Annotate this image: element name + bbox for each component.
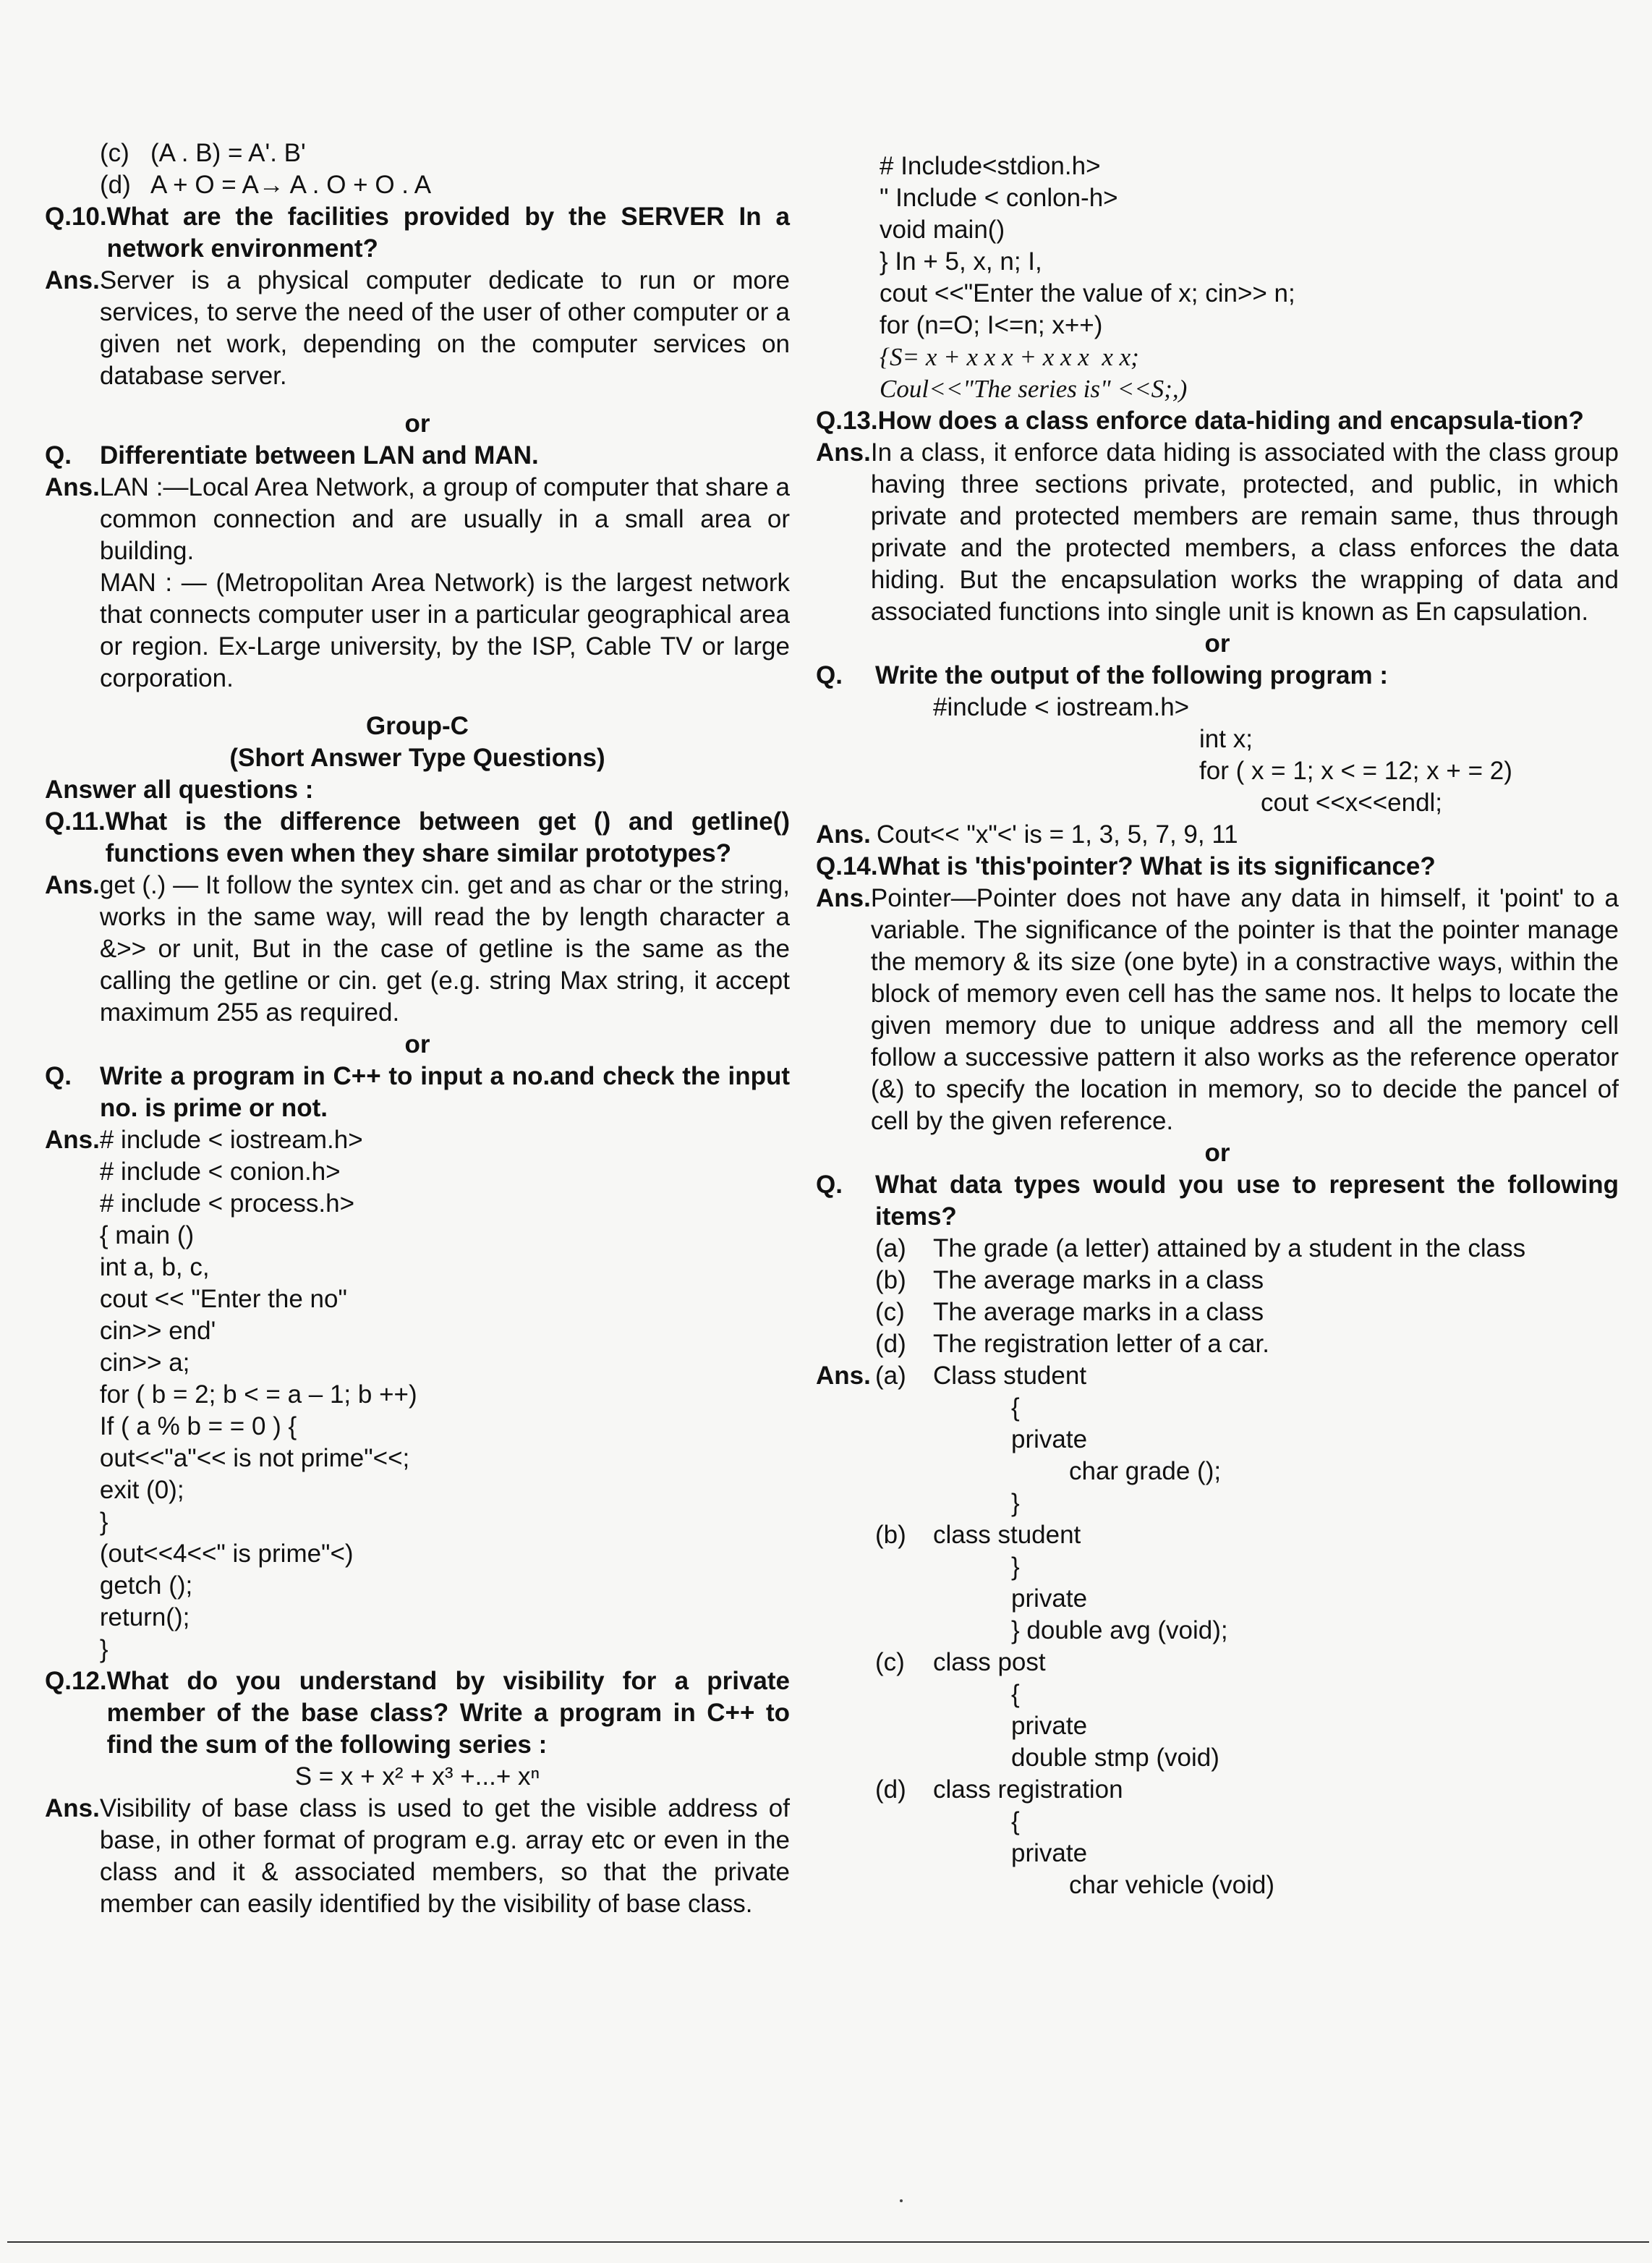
question-10 <box>45 201 790 265</box>
question-text: What is 'this'pointer? What is its significance? <box>877 852 1436 880</box>
class-head: class post <box>933 1648 1046 1676</box>
code-block <box>816 692 1619 819</box>
class-head: class student <box>933 1521 1081 1549</box>
item-label: (c) <box>875 1298 905 1326</box>
code-line: } <box>1011 1553 1020 1581</box>
spacer <box>45 695 790 710</box>
answer-13 <box>816 437 1619 628</box>
item-text: The average marks in a class <box>933 1266 1264 1294</box>
code-line: #include < iostream.h> <box>933 693 1190 721</box>
code-line: cout <<x<<endl; <box>1261 789 1443 817</box>
item-label: (a) <box>875 1362 906 1390</box>
code-block <box>816 150 1619 405</box>
item-label: (c) <box>875 1648 905 1676</box>
instruction: Answer all questions : <box>45 776 314 804</box>
code-line: " Include < conlon-h> <box>880 184 1118 212</box>
code-line: { <box>1011 1680 1020 1708</box>
code-line: char vehicle (void) <box>1069 1871 1274 1899</box>
question-text: Differentiate between LAN and MAN. <box>100 441 539 470</box>
item-label: (d) <box>875 1330 906 1358</box>
question-label: Q.11. <box>45 807 106 836</box>
question-lan-man <box>45 440 790 472</box>
item-text: The grade (a letter) attained by a student in the class <box>933 1234 1526 1262</box>
question-text: What data types would you use to represent the following items? <box>875 1171 1619 1231</box>
code-line: # include < process.h> <box>99 1189 355 1218</box>
or-separator: or <box>1204 629 1230 658</box>
code-line: } <box>99 1635 108 1663</box>
question-label: Q. <box>816 1171 843 1199</box>
code-line: # Include<stdion.h> <box>880 152 1101 180</box>
answer-b <box>816 1519 1619 1551</box>
answer-label: Ans. <box>816 820 871 849</box>
answer-d <box>816 1774 1619 1806</box>
group-subheading: (Short Answer Type Questions) <box>229 744 605 772</box>
code-line: {S= x + x x x + x x x x x; <box>880 343 1139 371</box>
question-text: How does a class enforce data-hiding and encapsula-tion? <box>877 407 1584 435</box>
page-bottom-rule <box>7 2241 1649 2243</box>
item-label: (d) <box>875 1775 906 1804</box>
answer-text: LAN :—Local Area Network, a group of computer that share a common connection and are usually in a small area or building. <box>99 473 790 565</box>
option-c: (c) (A . B) = A'. B' <box>100 139 306 167</box>
code-line: # include < iostream.h> <box>99 1126 363 1154</box>
class-head: Class student <box>933 1362 1087 1390</box>
question-text: Write the output of the following program : <box>875 661 1388 689</box>
question-output <box>816 660 1619 692</box>
code-line: out<<"a"<< is not prime"<<; <box>99 1444 410 1472</box>
answer-text: In a class, it enforce data hiding is associated with the class group having three sections private, protected, and public, in which private and protected members are remain same, thus through private and the protected members, a class enforces the data hiding. But the encapsulation works the wrapping of data and associated functions into single unit is known as En capsulation. <box>870 438 1619 626</box>
code-line: { <box>1011 1393 1020 1422</box>
class-head: class registration <box>933 1775 1123 1804</box>
code-line: for ( b = 2; b < = a – 1; b ++) <box>99 1380 417 1409</box>
answer-output <box>816 819 1619 851</box>
question-text: What is the difference between get () and getline() functions even when they share similar prototypes? <box>105 807 790 867</box>
code-line: private <box>1011 1712 1088 1740</box>
question-prime <box>45 1061 790 1124</box>
question-14 <box>816 851 1619 883</box>
code-line: } In + 5, x, n; I, <box>880 247 1042 276</box>
list-item <box>875 1265 1619 1296</box>
code-block <box>100 1124 790 1665</box>
item-list <box>816 1233 1619 1360</box>
answer-label: Ans. <box>45 871 100 899</box>
answer-12 <box>45 1793 790 1920</box>
question-data-types <box>816 1169 1619 1233</box>
answer-prime <box>45 1124 790 1665</box>
answer-man: MAN : — (Metropolitan Area Network) is the largest network that connects computer user in a particular geographical area or region. Ex-Large university, by the ISP, Cable TV or large corporation. <box>100 569 790 692</box>
question-label: Q. <box>45 1062 72 1090</box>
or-separator: or <box>1204 1139 1230 1167</box>
code-line: (out<<4<<" is prime"<) <box>99 1540 354 1568</box>
code-line: # include < conion.h> <box>99 1158 341 1186</box>
code-line: cin>> end' <box>99 1317 216 1345</box>
answer-c <box>816 1647 1619 1678</box>
answer-text: Visibility of base class is used to get the visible address of base, in other format of program e.g. array etc or even in the class and it & associated members, so that the private member can easily identified by the visibility of base class. <box>99 1794 790 1918</box>
code-line: double stmp (void) <box>1011 1744 1219 1772</box>
item-label: (a) <box>875 1234 906 1262</box>
code-line: { main () <box>99 1221 195 1249</box>
question-label: Q.12. <box>45 1667 107 1695</box>
series-formula: S = x + x² + x³ +...+ xⁿ <box>294 1762 540 1791</box>
answer-lan <box>45 472 790 567</box>
question-label: Q. <box>816 661 843 689</box>
code-line: Coul<<"The series is" <<S;,) <box>880 375 1188 403</box>
speck <box>900 2199 903 2202</box>
code-line: cout << "Enter the no" <box>99 1285 347 1313</box>
list-item <box>875 1328 1619 1360</box>
answer-text: Cout<< "x"<' is = 1, 3, 5, 7, 9, 11 <box>876 820 1238 849</box>
code-line: getch (); <box>99 1571 193 1600</box>
answer-text: Pointer—Pointer does not have any data in himself, it 'point' to a variable. The significance of the pointer is that the pointer manage the memory & its size (one byte) in a constractive ways, within the block of memory even cell has the same nos. It helps to locate the given memory due to unique address and all the memory cell follow a successive pattern it also works as the reference operator (&) to specify the location in memory, so to decide the pancel of cell by the given reference. <box>870 884 1619 1135</box>
question-label: Q. <box>45 441 72 470</box>
answer-label: Ans. <box>45 1126 100 1154</box>
code-line: { <box>1011 1807 1020 1835</box>
code-line: private <box>1011 1839 1088 1867</box>
code-line: } double avg (void); <box>1011 1616 1228 1644</box>
question-13 <box>816 405 1619 437</box>
question-11 <box>45 806 790 870</box>
code-line: } <box>1011 1489 1020 1517</box>
code-line: private <box>1011 1584 1088 1613</box>
option-d: (d) A + O = A→ A . O + O . A <box>100 171 432 199</box>
answer-text: get (.) — It follow the syntex cin. get and as char or the string, works in the same way, will read the by length character a &>> or unit, But in the case of getline is the same as the calling the getline or cin. get (e.g. string Max string, it accept maximum 255 as required. <box>99 871 790 1027</box>
answer-10 <box>45 265 790 392</box>
list-item <box>875 1296 1619 1328</box>
item-label: (b) <box>875 1521 906 1549</box>
list-item <box>875 1233 1619 1265</box>
question-text: What do you understand by visibility for a private member of the base class? Write a program in C++ to find the sum of the following series : <box>106 1667 790 1759</box>
answer-label: Ans. <box>45 473 100 501</box>
code-line: exit (0); <box>99 1476 184 1504</box>
code-line: for ( x = 1; x < = 12; x + = 2) <box>1199 757 1512 785</box>
question-label: Q.10. <box>45 203 107 231</box>
question-12 <box>45 1665 790 1761</box>
answer-11 <box>45 870 790 1029</box>
left-column <box>45 137 790 1920</box>
right-column <box>816 150 1619 1901</box>
answer-14 <box>816 883 1619 1137</box>
question-label: Q.13. <box>816 407 878 435</box>
question-text: What are the facilities provided by the SERVER In a network environment? <box>106 203 790 263</box>
code-line: int x; <box>1199 725 1253 753</box>
group-heading: Group-C <box>366 712 469 740</box>
code-line: private <box>1011 1425 1088 1453</box>
answer-label: Ans. <box>816 884 871 912</box>
code-line: for (n=O; I<=n; x++) <box>880 311 1103 339</box>
item-label: (b) <box>875 1266 906 1294</box>
code-line: char grade (); <box>1069 1457 1222 1485</box>
or-separator: or <box>404 1030 430 1058</box>
code-line: } <box>99 1508 108 1536</box>
spacer <box>45 392 790 408</box>
item-text: The average marks in a class <box>933 1298 1264 1326</box>
item-text: The registration letter of a car. <box>933 1330 1269 1358</box>
code-line: cout <<"Enter the value of x; cin>> n; <box>880 279 1295 307</box>
answer-label: Ans. <box>816 438 871 467</box>
code-line: cin>> a; <box>99 1349 190 1377</box>
code-line: return(); <box>99 1603 190 1631</box>
answer-text: Server is a physical computer dedicate to run or more services, to serve the need of the user of other computer or a given net work, depending on the computer services on database server. <box>99 266 790 390</box>
code-line: void main() <box>880 216 1005 244</box>
question-text: Write a program in C++ to input a no.and check the input no. is prime or not. <box>100 1062 790 1122</box>
code-line: If ( a % b = = 0 ) { <box>99 1412 297 1440</box>
answer-label: Ans. <box>45 1794 100 1822</box>
answer-label: Ans. <box>45 266 100 294</box>
question-label: Q.14. <box>816 852 878 880</box>
answer-a <box>816 1360 1619 1392</box>
answer-label: Ans. <box>816 1362 871 1390</box>
or-separator: or <box>404 409 430 438</box>
code-line: int a, b, c, <box>99 1253 210 1281</box>
